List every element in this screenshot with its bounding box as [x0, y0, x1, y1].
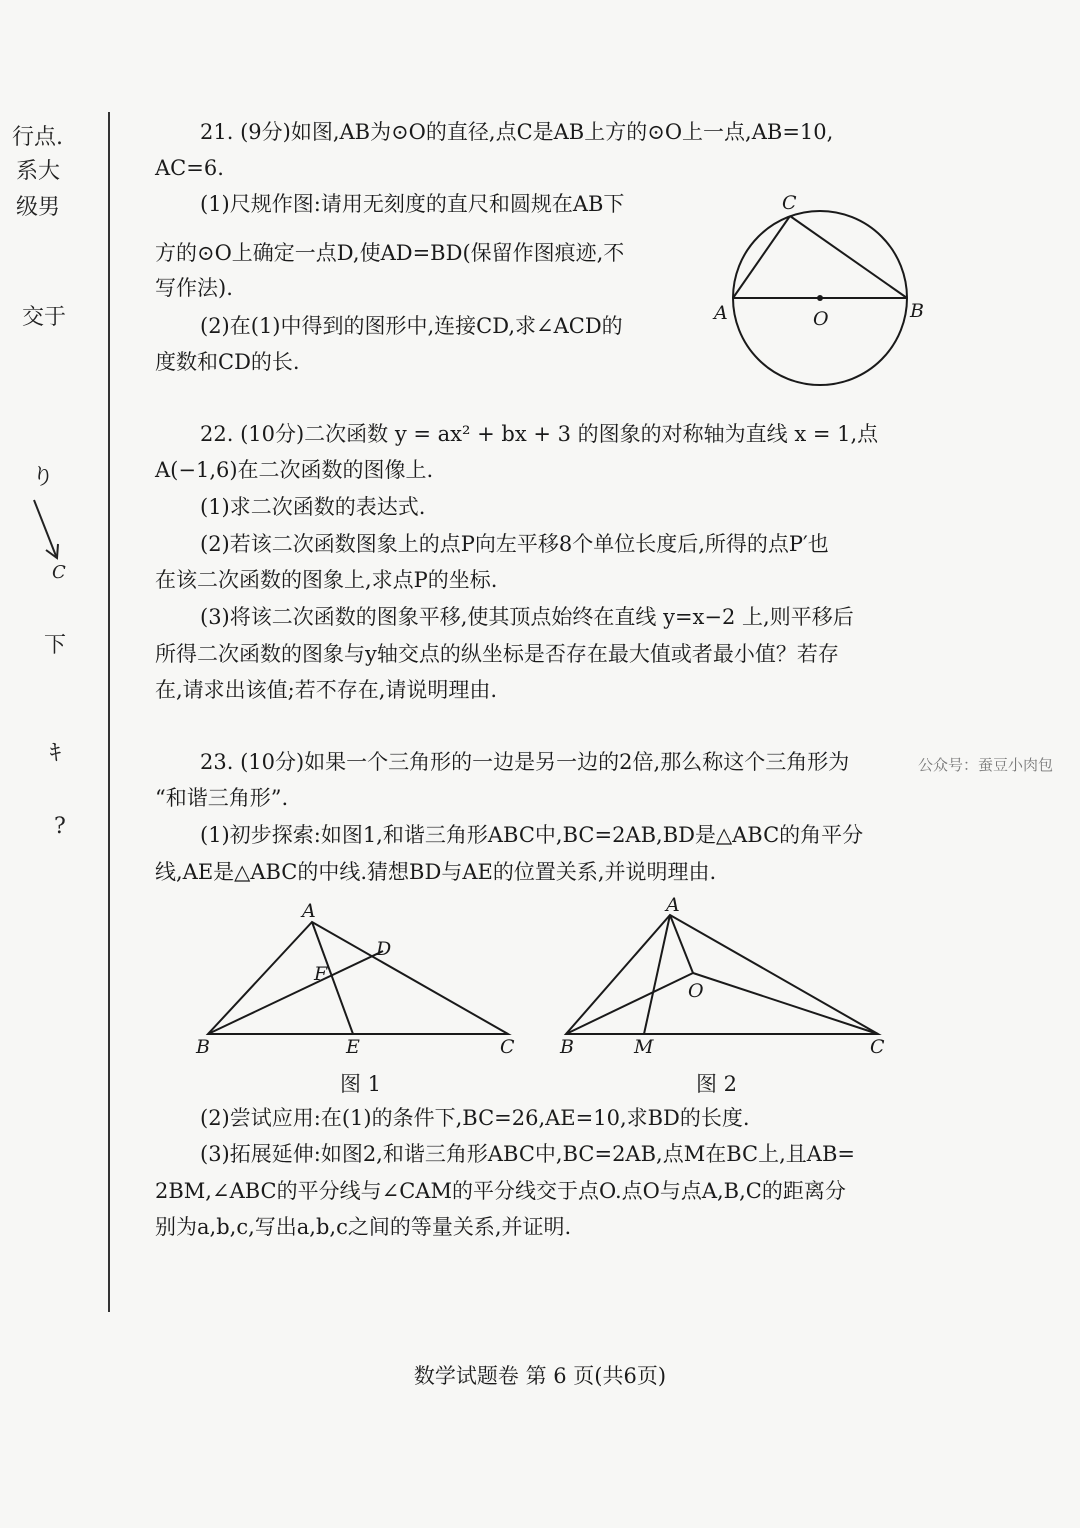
fig2-label-o: O	[688, 980, 704, 1002]
q21-line-6: (2)在(1)中得到的图形中,连接CD,求∠ACD的	[200, 314, 623, 338]
page-footer: 数学试题卷 第 6 页(共6页)	[413, 1364, 667, 1388]
q22-line-6: (3)将该二次函数的图象平移,使其顶点始终在直线 y=x−2 上,则平移后	[200, 605, 854, 629]
center-dot	[817, 295, 823, 301]
q23-line-2: “和谐三角形”.	[155, 786, 289, 810]
segment-am	[644, 915, 670, 1034]
q22-line-8: 在,请求出该值;若不存在,请说明理由.	[155, 678, 498, 702]
fig1-caption: 图 1	[340, 1072, 382, 1096]
q22-line-3: (1)求二次函数的表达式.	[200, 495, 426, 519]
q22-line-5: 在该二次函数的图象上,求点P的坐标.	[155, 568, 498, 592]
edge-fragment: 交于	[22, 305, 67, 330]
q21-line-3: (1)尺规作图:请用无刻度的直尺和圆规在AB下	[200, 192, 625, 216]
q23-line-8: 别为a,b,c,写出a,b,c之间的等量关系,并证明.	[155, 1215, 572, 1239]
edge-fragment: 系大	[16, 159, 61, 184]
edge-fragment: ｷ	[50, 741, 62, 766]
edge-arrow-fragment	[30, 498, 70, 568]
q23-figure-1	[190, 895, 530, 1065]
q21-line-1: 21. (9分)如图,AB为⊙O的直径,点C是AB上方的⊙O上一点,AB=10,	[200, 120, 834, 144]
fig1-label-d: D	[376, 938, 392, 960]
q21-line-4: 方的⊙O上确定一点D,使AD=BD(保留作图痕迹,不	[155, 241, 625, 265]
edge-fragment: 下	[44, 633, 67, 658]
label-o: O	[813, 308, 829, 330]
q21-circle-figure	[710, 185, 930, 400]
q21-line-2: AC=6.	[155, 156, 224, 180]
segment-bc	[790, 216, 907, 298]
edge-fragment: り	[32, 465, 55, 490]
triangle-abc	[208, 922, 508, 1034]
label-a: A	[714, 302, 728, 324]
triangle-abc	[566, 915, 878, 1034]
edge-fragment: 级男	[16, 195, 61, 220]
q22-line-2: A(−1,6)在二次函数的图像上.	[155, 458, 434, 482]
edge-fragment: C	[52, 562, 66, 583]
q23-line-1: 23. (10分)如果一个三角形的一边是另一边的2倍,那么称这个三角形为	[200, 750, 850, 774]
fig1-label-a: A	[302, 900, 316, 922]
q21-line-5: 写作法).	[155, 276, 233, 300]
q22-line-1: 22. (10分)二次函数 y = ax² + bx + 3 的图象的对称轴为直线 x = 1,点	[200, 422, 879, 446]
q23-line-5: (2)尝试应用:在(1)的条件下,BC=26,AE=10,求BD的长度.	[200, 1106, 750, 1130]
q23-line-6: (3)拓展延伸:如图2,和谐三角形ABC中,BC=2AB,点M在BC上,且AB=	[200, 1142, 855, 1166]
fig1-label-f: F	[314, 963, 328, 985]
segment-ao	[670, 915, 693, 973]
q23-line-4: 线,AE是△ABC的中线.猜想BD与AE的位置关系,并说明理由.	[155, 860, 717, 884]
label-b: B	[910, 300, 924, 322]
edge-fragment: ?	[54, 814, 66, 839]
fig1-label-b: B	[196, 1036, 210, 1058]
q23-line-3: (1)初步探索:如图1,和谐三角形ABC中,BC=2AB,BD是△ABC的角平分	[200, 823, 864, 847]
label-c: C	[782, 192, 797, 214]
fig2-caption: 图 2	[696, 1072, 738, 1096]
q23-line-7: 2BM,∠ABC的平分线与∠CAM的平分线交于点O.点O与点A,B,C的距离分	[155, 1179, 846, 1203]
fig2-label-b: B	[560, 1036, 574, 1058]
fig1-label-c: C	[500, 1036, 515, 1058]
edge-fragment: 行点.	[12, 125, 63, 150]
segment-bd	[208, 951, 383, 1034]
watermark: 公众号：蚕豆小肉包	[918, 756, 1054, 774]
fig2-label-m: M	[634, 1036, 654, 1058]
segment-bo	[566, 973, 693, 1034]
q23-figure-2	[548, 893, 898, 1065]
fig2-label-a: A	[666, 894, 680, 916]
fig1-label-e: E	[346, 1036, 360, 1058]
fig2-label-c: C	[870, 1036, 885, 1058]
q22-line-4: (2)若该二次函数图象上的点P向左平移8个单位长度后,所得的点P′也	[200, 532, 829, 556]
q22-line-7: 所得二次函数的图象与y轴交点的纵坐标是否存在最大值或者最小值？若存	[155, 642, 839, 666]
segment-ac	[733, 216, 790, 298]
binding-margin-line	[108, 112, 110, 1312]
q21-line-7: 度数和CD的长.	[155, 350, 300, 374]
